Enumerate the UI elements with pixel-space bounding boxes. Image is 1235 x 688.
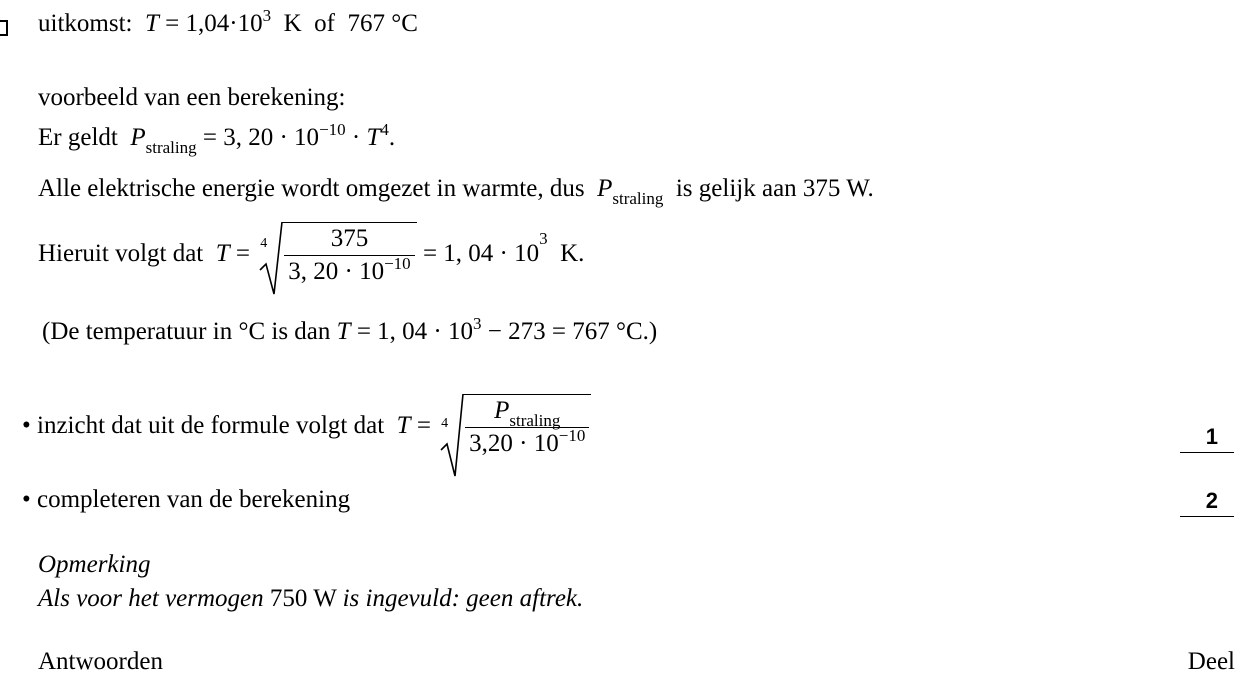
line4-T: T <box>336 318 351 345</box>
outcome-mantissa: 1,04 <box>185 10 230 37</box>
checkbox-marker <box>0 20 8 36</box>
example-line-4 <box>42 313 658 346</box>
line1-prefix: Er geldt <box>38 124 118 151</box>
criterion-1-denominator <box>465 427 589 458</box>
line3-result: = 1, 04 · 10 <box>422 240 540 267</box>
fourth-root <box>256 222 416 286</box>
outcome-celsius: 767 °C <box>347 10 418 37</box>
line4-tail: − 273 = 767 °C.) <box>487 318 658 345</box>
criterion-2-bullet: • <box>22 486 31 513</box>
line1-P: P <box>130 124 146 151</box>
line1-exp: −10 <box>319 119 346 139</box>
criterion-1-score: 1 <box>1180 424 1234 453</box>
criterion-1-den-text: 3,20 · 10 <box>469 430 559 457</box>
outcome-or: of <box>314 10 335 37</box>
line1-end: . <box>388 124 396 151</box>
line2-prefix: Alle elektrische energie wordt omgezet in warmte, dus <box>38 175 585 202</box>
line1-T-exp: 4 <box>380 119 389 139</box>
remark-title: Opmerking <box>38 551 151 578</box>
criterion-1-P: P <box>494 397 510 424</box>
footer-left: Antwoorden <box>38 648 163 675</box>
example-heading: voorbeeld van een berekening: <box>38 84 346 111</box>
denominator-exp: −10 <box>384 253 411 273</box>
remark-part-1: Als voor het vermogen <box>38 585 264 612</box>
line1-eq: = 3, 20 · 10 <box>202 124 320 151</box>
criterion-1-root-index: 4 <box>441 416 449 431</box>
line4-exp: 3 <box>473 313 482 333</box>
remark-text <box>38 585 583 613</box>
criterion-1-numerator <box>465 397 589 430</box>
fraction <box>284 225 414 286</box>
footer-right: Deel <box>1187 648 1235 675</box>
criterion-1-text: inzicht dat uit de formule volgt dat <box>37 412 385 439</box>
line1-dot: · <box>345 124 367 151</box>
line2-suffix: is gelijk aan 375 W. <box>675 175 874 202</box>
example-line-1 <box>38 119 396 157</box>
criterion-1 <box>22 394 591 458</box>
radical-sign <box>256 222 284 298</box>
outcome-unit: K <box>283 10 302 37</box>
line3-unit: K. <box>560 240 585 267</box>
outcome-T: T <box>144 10 159 37</box>
remark-part-3: is ingevuld: geen aftrek. <box>342 585 584 612</box>
line1-T: T <box>366 124 381 151</box>
fraction-numerator: 375 <box>330 225 369 252</box>
criterion-2-text: completeren van de berekening <box>37 486 351 513</box>
example-line-2 <box>38 175 874 208</box>
criterion-1-eq: = <box>416 412 431 439</box>
criterion-1-P-sub: straling <box>509 410 561 430</box>
line3-eq: = <box>235 240 251 267</box>
line1-P-sub: straling <box>145 137 197 157</box>
line3-result-exp: 3 <box>539 228 548 248</box>
criterion-1-radical-sign <box>437 394 465 480</box>
criterion-2-score: 2 <box>1180 488 1234 517</box>
outcome-eq: = <box>165 10 180 37</box>
example-line-3 <box>38 222 584 286</box>
line2-P-sub: straling <box>612 188 664 208</box>
criterion-1-bullet: • <box>22 412 31 439</box>
criterion-1-fourth-root <box>437 394 591 458</box>
radicand <box>282 222 416 286</box>
outcome-base: 10 <box>237 10 263 37</box>
criterion-1-fraction <box>465 397 589 458</box>
outcome-line <box>38 5 418 38</box>
outcome-exp: 3 <box>262 5 272 25</box>
outcome-label: uitkomst: <box>38 10 133 37</box>
fraction-denominator <box>284 255 414 286</box>
criterion-1-T: T <box>396 412 411 439</box>
line4-prefix: (De temperatuur in °C is dan <box>42 318 331 345</box>
line4-expr: = 1, 04 · 10 <box>356 318 473 345</box>
criterion-2 <box>22 486 350 514</box>
line2-P: P <box>597 175 613 202</box>
remark-part-2: 750 W <box>269 585 337 612</box>
criterion-1-radicand <box>463 394 591 458</box>
line3-prefix: Hieruit volgt dat <box>38 240 204 267</box>
criterion-1-den-exp: −10 <box>558 425 586 445</box>
outcome-dot: · <box>229 10 238 37</box>
root-index: 4 <box>260 236 268 251</box>
denominator-text: 3, 20 · 10 <box>288 258 385 285</box>
line3-T: T <box>215 240 230 267</box>
